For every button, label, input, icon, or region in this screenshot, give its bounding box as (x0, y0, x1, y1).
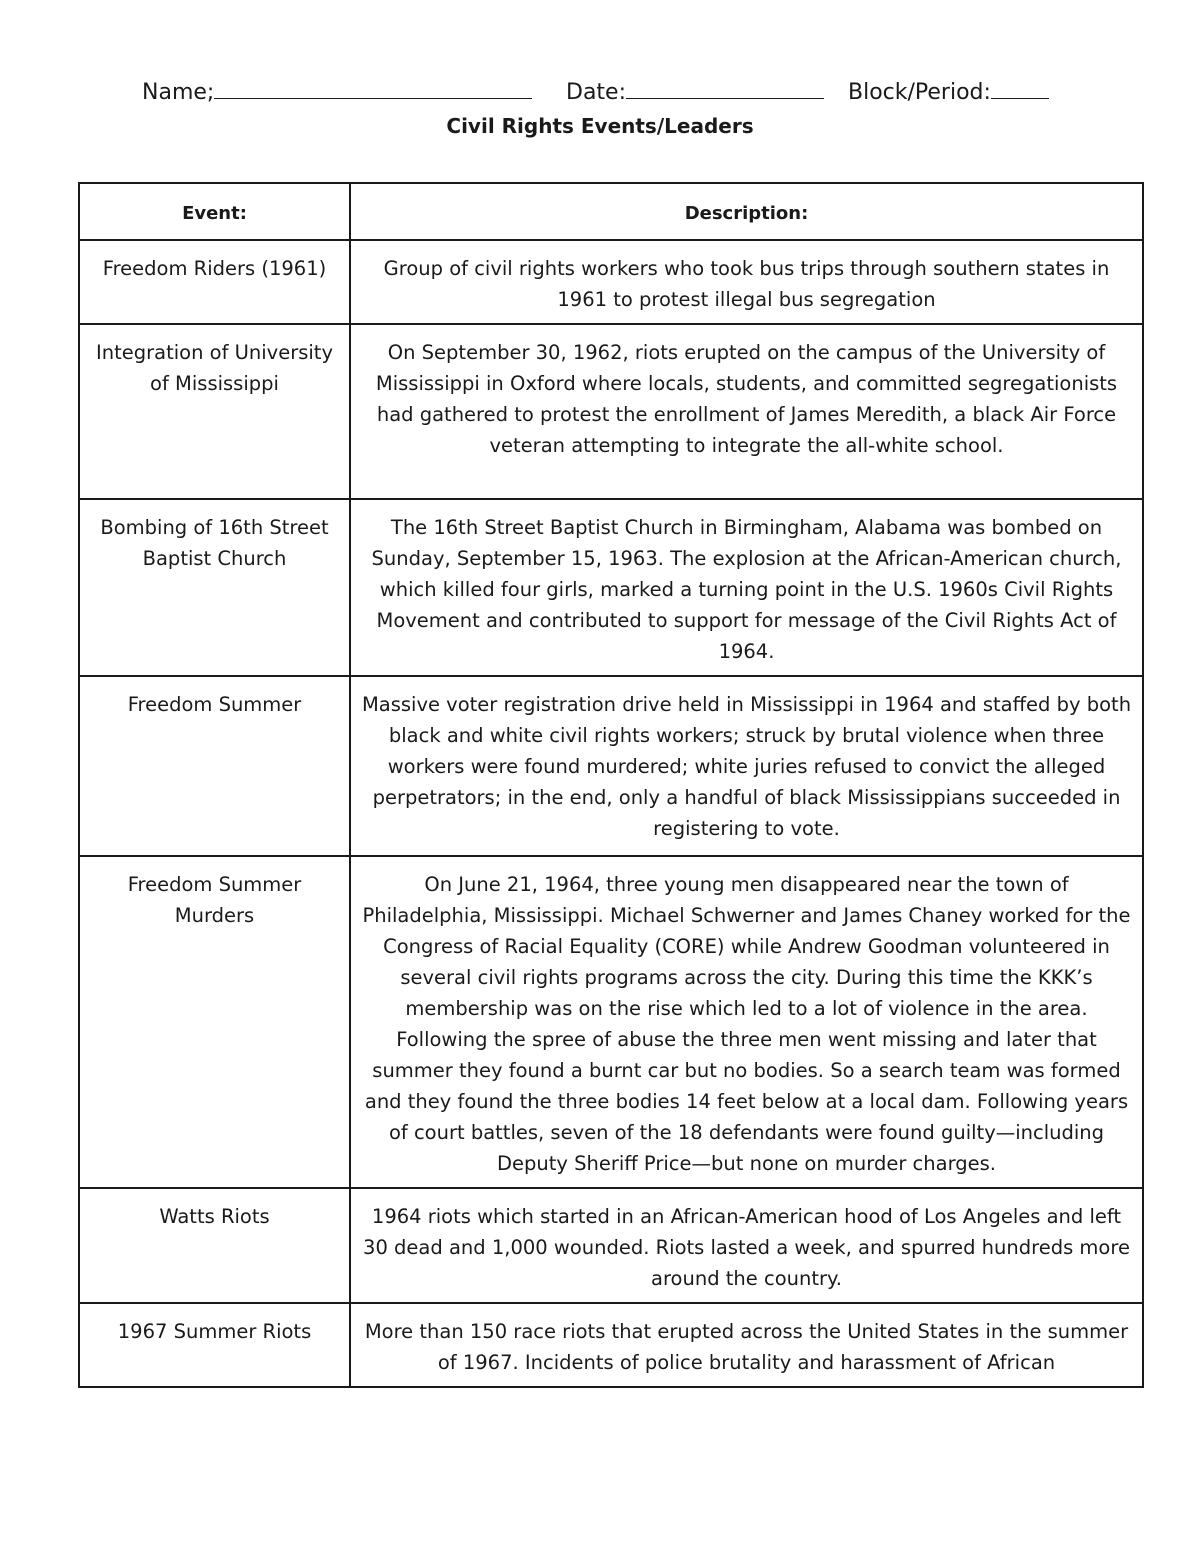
event-cell: Integration of University of Mississippi (79, 324, 350, 499)
date-label: Date: (566, 80, 626, 105)
event-cell: Watts Riots (79, 1188, 350, 1303)
description-cell: 1964 riots which started in an African-American hood of Los Angeles and left 30 dead and 1,000 wounded. Riots lasted a week, and spurred hundreds more around the country. (350, 1188, 1143, 1303)
description-cell: More than 150 race riots that erupted across the United States in the summer of 1967. Incidents of police brutality and harassment of African (350, 1303, 1143, 1387)
description-cell: Massive voter registration drive held in Mississippi in 1964 and staffed by both black and white civil rights workers; struck by brutal violence when three workers were found murdered; white juries refused to convict the alleged perpetrators; in the end, only a handful of black Mississippians succeeded in registering to vote. (350, 676, 1143, 856)
description-cell: Group of civil rights workers who took bus trips through southern states in 1961 to protest illegal bus segregation (350, 240, 1143, 324)
page-title: Civil Rights Events/Leaders (446, 114, 754, 138)
table-row (79, 1303, 1143, 1387)
table-header-row (79, 183, 1143, 240)
description-cell: On June 21, 1964, three young men disappeared near the town of Philadelphia, Mississippi. Michael Schwerner and James Chaney worked for the Congress of Racial Equality (CORE) while Andrew Goodman volunteered in several civil rights programs across the city. During this time the KKK’s membership was on the rise which led to a lot of violence in the area. Following the spree of abuse the three men went missing and later that summer they found a burnt car but no bodies. So a search team was formed and they found the three bodies 14 feet below at a local dam. Following years of court battles, seven of the 18 defendants were found guilty—including Deputy Sheriff Price—but none on murder charges. (350, 856, 1143, 1188)
description-cell: On September 30, 1962, riots erupted on the campus of the University of Mississippi in Oxford where locals, students, and committed segregationists had gathered to protest the enrollment of James Meredith, a black Air Force veteran attempting to integrate the all-white school. (350, 324, 1143, 499)
table-row (79, 324, 1143, 499)
date-blank[interactable] (626, 74, 824, 99)
event-cell: 1967 Summer Riots (79, 1303, 350, 1387)
table-row (79, 240, 1143, 324)
block-period-blank[interactable] (991, 74, 1049, 99)
event-cell: Freedom Summer (79, 676, 350, 856)
event-column-header: Event: (79, 183, 350, 240)
table-row (79, 856, 1143, 1188)
date-field[interactable] (566, 74, 824, 105)
event-cell: Bombing of 16th Street Baptist Church (79, 499, 350, 676)
events-table (78, 182, 1144, 1388)
description-column-header: Description: (350, 183, 1143, 240)
name-blank[interactable] (214, 74, 532, 99)
name-label: Name; (142, 80, 215, 105)
block-period-label: Block/Period: (848, 80, 991, 105)
event-cell: Freedom Summer Murders (79, 856, 350, 1188)
block-period-field[interactable] (848, 74, 1049, 105)
description-cell: The 16th Street Baptist Church in Birmingham, Alabama was bombed on Sunday, September 15, 1963. The explosion at the African-American church, which killed four girls, marked a turning point in the U.S. 1960s Civil Rights Movement and contributed to support for message of the Civil Rights Act of 1964. (350, 499, 1143, 676)
table-row (79, 499, 1143, 676)
event-cell: Freedom Riders (1961) (79, 240, 350, 324)
table-row (79, 1188, 1143, 1303)
table-row (79, 676, 1143, 856)
name-field[interactable] (142, 74, 532, 105)
student-info-header (0, 74, 1200, 108)
